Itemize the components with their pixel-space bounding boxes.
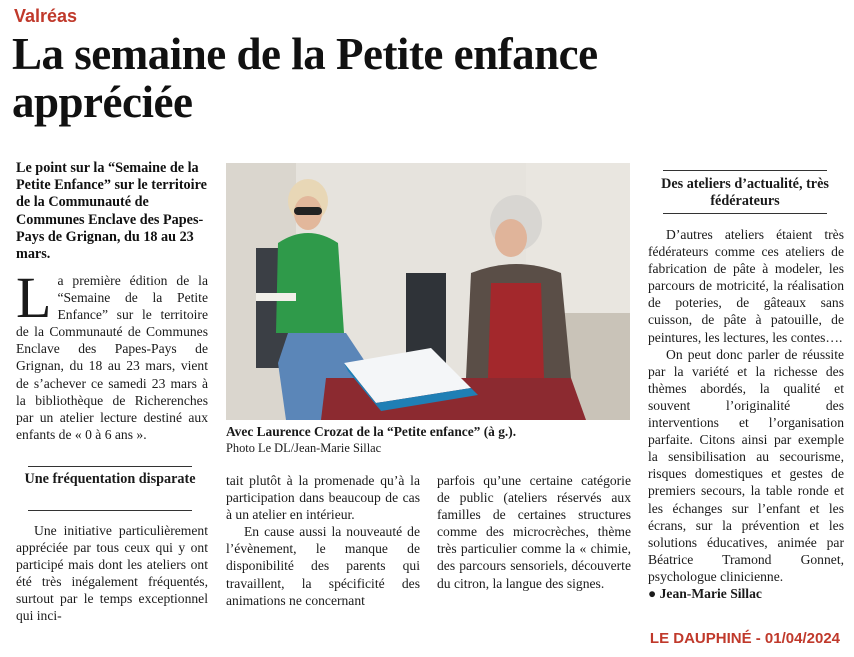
lead-paragraph: Le point sur la “Semaine de la Petite Enfance” sur le territoire de la Communauté de Communes Enclave des Papes-Pays de Grignan, du 18 au 23 mars. — [16, 160, 207, 263]
column-1-intro — [16, 265, 208, 443]
column-3 — [437, 472, 631, 592]
page-title — [12, 30, 842, 126]
headline-line-1: La semaine de la Petite enfance — [12, 29, 598, 79]
subhead-ateliers: Des ateliers d’actualité, très fédérateurs — [661, 176, 829, 209]
headline-line-2: appréciée — [12, 77, 193, 127]
article-photo — [226, 163, 630, 420]
paragraph: On peut donc parler de réussite par la variété et la richesse des thèmes abordés, la qualité et souvent l’originalité des interventions et l’organisation parfaite. Citons ainsi par exemple la sensibilisation au secourisme, risques domestiques et gestes de premiers secours, la table ronde et les échanges sur l’enfant et les écrans, sur la prévention et les solutions éducatives, animée par Béatrice Tramond Gonnet, psychologue clinicienne. — [648, 346, 844, 584]
paragraph: D’autres ateliers étaient très fédérateurs comme ces ateliers de fabrication de pâte à modeler, les parcours de motricité, la réalisation de poteries, de gâteaux sans cuisson, de pâte à patouille, de peintures, les lectures, les contes…. — [648, 227, 844, 345]
intro-text: a première édition de la “Semaine de la Petite Enfance” sur le territoire de la Communauté de Communes Enclave des Papes-Pays de Grignan, du 18 au 23 mars, vient de s’achever ce samedi 23 mars à la bibliothèque de Richerenches par un atelier lecture destiné aux enfants de « 0 à 6 ans ». — [16, 273, 208, 442]
column-4 — [648, 226, 844, 602]
paragraph: Une initiative particulièrement appréciée par tous ceux qui y ont participé mais dont les ateliers ont été très inégalement fréquentés, surtout par le temps exceptionnel qui inci- — [16, 523, 208, 624]
subhead-frequentation: Une fréquentation disparate — [24, 471, 196, 487]
photo-credit: Photo Le DL/Jean-Marie Sillac — [226, 441, 382, 455]
subhead-rule-top — [28, 466, 192, 467]
publication-footer: LE DAUPHINÉ - 01/04/2024 — [649, 630, 840, 647]
column-2 — [226, 472, 420, 609]
paragraph: En cause aussi la nouveauté de l’évènement, le manque de disponibilité des parents qui travaillent, la spécificité des animations ne concernant — [226, 524, 420, 608]
section-kicker: Valréas — [14, 6, 78, 26]
subhead-rule-bottom — [28, 510, 192, 511]
paragraph: parfois qu’une certaine catégorie de public (ateliers réservés aux familles de certaines structures comme des microcrèches, thème très particulier comme la « chimie, des parcours sensoriels, découverte du citron, la langue des signes. — [437, 473, 631, 591]
caption-main: Avec Laurence Crozat de la “Petite enfance” (à g.). — [226, 424, 517, 439]
photo-caption — [226, 424, 636, 456]
subhead-rule-top — [663, 170, 827, 171]
subhead-rule-bottom — [663, 213, 827, 214]
photo-illustration — [226, 163, 630, 420]
drop-cap: L — [16, 265, 52, 330]
column-1-para — [16, 522, 208, 625]
byline: ● Jean-Marie Sillac — [648, 585, 762, 601]
paragraph: tait plutôt à la promenade qu’à la participation dans beaucoup de cas à un atelier en intérieur. — [226, 473, 420, 523]
